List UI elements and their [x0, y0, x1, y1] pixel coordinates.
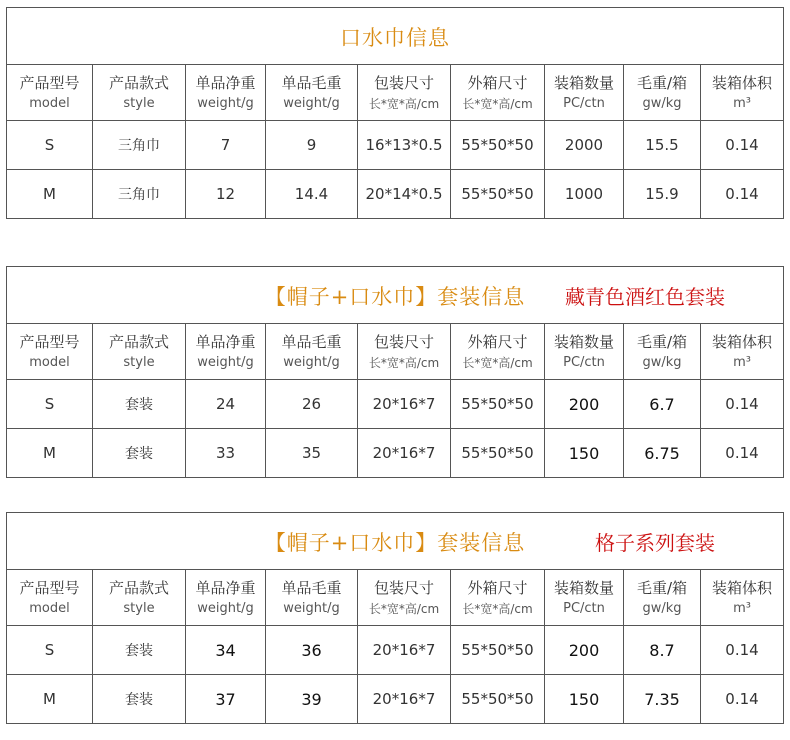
table-subtitle: 格子系列套装 — [595, 531, 715, 555]
cell-carton-weight: 8.7 — [624, 626, 701, 675]
cell-net-weight: 33 — [186, 429, 266, 478]
cell-carton-size: 55*50*50 — [451, 429, 545, 478]
hat-set-navy-wine-table — [6, 266, 784, 478]
cell-carton-volume: 0.14 — [701, 429, 784, 478]
header-cell-gross-weight: 单品毛重 weight/g — [266, 65, 358, 121]
header-cell-model: 产品型号 model — [7, 324, 93, 380]
header-cell-net-weight: 单品净重 weight/g — [186, 65, 266, 121]
cell-package-size: 20*16*7 — [358, 380, 451, 429]
header-cell-carton-qty: 装箱数量 PC/ctn — [545, 65, 624, 121]
cell-carton-weight: 7.35 — [624, 675, 701, 724]
header-cell-style: 产品款式 style — [93, 324, 186, 380]
header-cell-carton-volume: 装箱体积 m³ — [701, 324, 784, 380]
table-title: 【帽子+口水巾】套装信息 — [264, 531, 526, 555]
cell-carton-size: 55*50*50 — [451, 675, 545, 724]
cell-carton-size: 55*50*50 — [451, 626, 545, 675]
header-cell-style: 产品款式 style — [93, 570, 186, 626]
cell-style: 套装 — [93, 675, 186, 724]
cell-carton-weight: 6.7 — [624, 380, 701, 429]
table-title-cell — [7, 513, 784, 570]
cell-carton-size: 55*50*50 — [451, 380, 545, 429]
cell-carton-size: 55*50*50 — [451, 170, 545, 219]
header-row — [7, 570, 784, 626]
cell-package-size: 20*16*7 — [358, 675, 451, 724]
table-title: 【帽子+口水巾】套装信息 — [264, 285, 526, 309]
cell-carton-qty: 150 — [545, 675, 624, 724]
table-row — [7, 675, 784, 724]
cell-model: M — [7, 429, 93, 478]
cell-carton-volume: 0.14 — [701, 170, 784, 219]
header-cell-model: 产品型号 model — [7, 570, 93, 626]
header-cell-net-weight: 单品净重 weight/g — [186, 324, 266, 380]
cell-package-size: 20*16*7 — [358, 626, 451, 675]
header-cell-carton-qty: 装箱数量 PC/ctn — [545, 324, 624, 380]
header-cell-carton-weight: 毛重/箱 gw/kg — [624, 324, 701, 380]
cell-carton-volume: 0.14 — [701, 380, 784, 429]
cell-net-weight: 34 — [186, 626, 266, 675]
cell-net-weight: 12 — [186, 170, 266, 219]
header-cell-carton-weight: 毛重/箱 gw/kg — [624, 65, 701, 121]
header-cell-package-size: 包装尺寸 长*宽*高/cm — [358, 65, 451, 121]
header-cell-package-size: 包装尺寸 长*宽*高/cm — [358, 570, 451, 626]
cell-gross-weight: 9 — [266, 121, 358, 170]
cell-gross-weight: 35 — [266, 429, 358, 478]
cell-carton-volume: 0.14 — [701, 675, 784, 724]
cell-style: 三角巾 — [93, 121, 186, 170]
header-cell-style: 产品款式 style — [93, 65, 186, 121]
cell-carton-qty: 200 — [545, 626, 624, 675]
header-cell-package-size: 包装尺寸 长*宽*高/cm — [358, 324, 451, 380]
cell-package-size: 20*16*7 — [358, 429, 451, 478]
cell-gross-weight: 39 — [266, 675, 358, 724]
cell-package-size: 20*14*0.5 — [358, 170, 451, 219]
table-title: 口水巾信息 — [340, 26, 450, 50]
header-cell-carton-size: 外箱尺寸 长*宽*高/cm — [451, 65, 545, 121]
header-cell-gross-weight: 单品毛重 weight/g — [266, 324, 358, 380]
header-cell-carton-qty: 装箱数量 PC/ctn — [545, 570, 624, 626]
header-cell-carton-volume: 装箱体积 m³ — [701, 65, 784, 121]
table-row — [7, 170, 784, 219]
table-title-cell — [7, 8, 784, 65]
header-row — [7, 324, 784, 380]
header-cell-net-weight: 单品净重 weight/g — [186, 570, 266, 626]
cell-gross-weight: 26 — [266, 380, 358, 429]
cell-net-weight: 24 — [186, 380, 266, 429]
hat-set-plaid-table — [6, 512, 784, 724]
cell-net-weight: 37 — [186, 675, 266, 724]
cell-package-size: 16*13*0.5 — [358, 121, 451, 170]
cell-model: S — [7, 626, 93, 675]
table-title-cell — [7, 267, 784, 324]
cell-style: 三角巾 — [93, 170, 186, 219]
cell-carton-volume: 0.14 — [701, 626, 784, 675]
cell-carton-weight: 6.75 — [624, 429, 701, 478]
cell-carton-qty: 1000 — [545, 170, 624, 219]
cell-carton-volume: 0.14 — [701, 121, 784, 170]
cell-model: M — [7, 675, 93, 724]
cell-style: 套装 — [93, 626, 186, 675]
header-cell-carton-size: 外箱尺寸 长*宽*高/cm — [451, 324, 545, 380]
header-cell-gross-weight: 单品毛重 weight/g — [266, 570, 358, 626]
table-row — [7, 121, 784, 170]
table-row — [7, 626, 784, 675]
cell-style: 套装 — [93, 429, 186, 478]
cell-style: 套装 — [93, 380, 186, 429]
table-row — [7, 380, 784, 429]
table-row — [7, 429, 784, 478]
header-cell-carton-size: 外箱尺寸 长*宽*高/cm — [451, 570, 545, 626]
cell-carton-qty: 200 — [545, 380, 624, 429]
cell-model: S — [7, 121, 93, 170]
cell-carton-weight: 15.5 — [624, 121, 701, 170]
drool-towel-info-table — [6, 7, 784, 219]
header-cell-carton-weight: 毛重/箱 gw/kg — [624, 570, 701, 626]
cell-model: M — [7, 170, 93, 219]
header-row — [7, 65, 784, 121]
header-cell-model: 产品型号 model — [7, 65, 93, 121]
table-subtitle: 藏青色酒红色套装 — [565, 285, 725, 309]
header-cell-carton-volume: 装箱体积 m³ — [701, 570, 784, 626]
cell-carton-size: 55*50*50 — [451, 121, 545, 170]
cell-net-weight: 7 — [186, 121, 266, 170]
cell-model: S — [7, 380, 93, 429]
cell-carton-weight: 15.9 — [624, 170, 701, 219]
cell-gross-weight: 36 — [266, 626, 358, 675]
cell-carton-qty: 150 — [545, 429, 624, 478]
cell-gross-weight: 14.4 — [266, 170, 358, 219]
cell-carton-qty: 2000 — [545, 121, 624, 170]
